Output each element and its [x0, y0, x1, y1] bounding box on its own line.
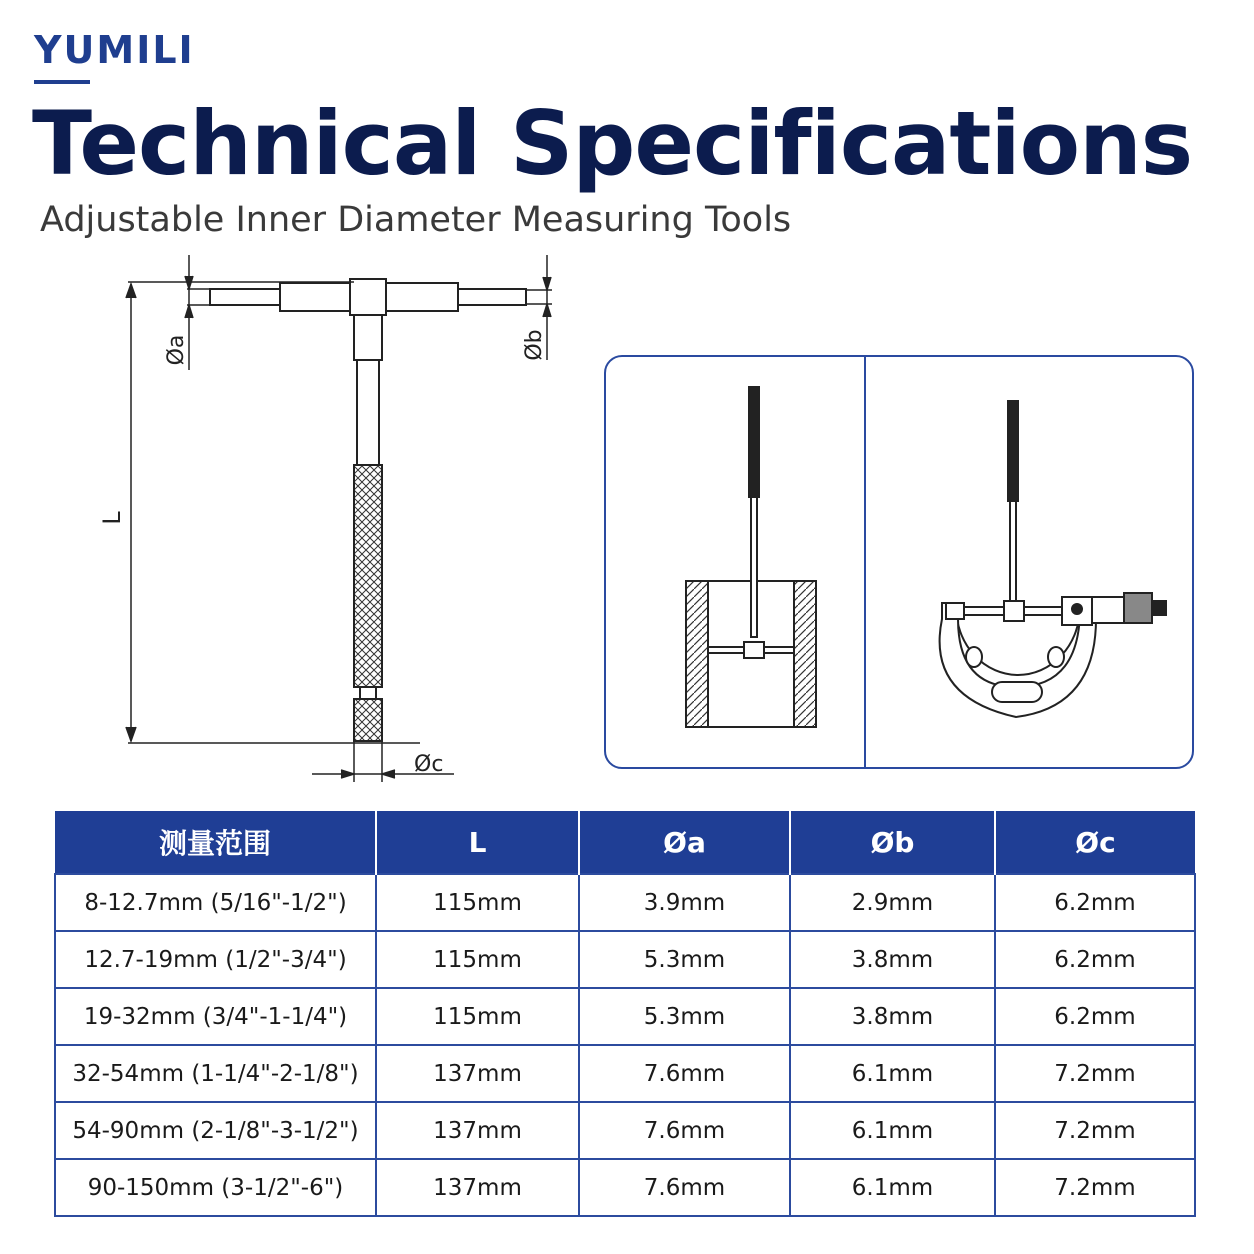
cell-length: 115mm: [376, 931, 579, 988]
diameter-a-label: Øa: [164, 334, 189, 366]
cell-diameter-b: 3.8mm: [790, 988, 995, 1045]
table-row: [55, 874, 1195, 931]
cell-range: 8-12.7mm (5/16"-1/2"): [55, 874, 376, 931]
brand-underline: [34, 80, 90, 84]
diameter-b-label: Øb: [522, 329, 547, 361]
table-row: [55, 931, 1195, 988]
cell-diameter-c: 7.2mm: [995, 1045, 1195, 1102]
cell-range: 12.7-19mm (1/2"-3/4"): [55, 931, 376, 988]
cell-diameter-b: 2.9mm: [790, 874, 995, 931]
cell-diameter-c: 6.2mm: [995, 988, 1195, 1045]
table-header-row: [55, 811, 1195, 874]
column-header-range: 测量范围: [55, 811, 376, 874]
cell-diameter-a: 7.6mm: [579, 1045, 790, 1102]
cell-diameter-a: 3.9mm: [579, 874, 790, 931]
cell-diameter-b: 6.1mm: [790, 1102, 995, 1159]
cell-range: 19-32mm (3/4"-1-1/4"): [55, 988, 376, 1045]
cell-length: 137mm: [376, 1159, 579, 1216]
table-row: [55, 1159, 1195, 1216]
cell-range: 90-150mm (3-1/2"-6"): [55, 1159, 376, 1216]
specification-table: [54, 811, 1196, 1217]
micrometer-measurement-illustration: [866, 357, 1192, 767]
page-subtitle: Adjustable Inner Diameter Measuring Tools: [40, 200, 792, 240]
brand-logo: YUMILI: [34, 28, 195, 72]
dimension-diagram: [90, 250, 570, 790]
table-row: [55, 1102, 1195, 1159]
table-row: [55, 1045, 1195, 1102]
cell-diameter-a: 7.6mm: [579, 1159, 790, 1216]
cell-range: 54-90mm (2-1/8"-3-1/2"): [55, 1102, 376, 1159]
table-row: [55, 988, 1195, 1045]
cell-diameter-b: 3.8mm: [790, 931, 995, 988]
cell-diameter-c: 7.2mm: [995, 1102, 1195, 1159]
column-header-diameter-b: Øb: [790, 811, 995, 874]
cell-diameter-a: 5.3mm: [579, 931, 790, 988]
diameter-c-label: Øc: [414, 752, 444, 777]
cell-diameter-c: 6.2mm: [995, 874, 1195, 931]
cell-length: 137mm: [376, 1102, 579, 1159]
cell-diameter-b: 6.1mm: [790, 1159, 995, 1216]
column-header-diameter-a: Øa: [579, 811, 790, 874]
cell-length: 115mm: [376, 874, 579, 931]
bore-measurement-illustration: [606, 357, 864, 767]
length-label: L: [98, 511, 126, 525]
cell-length: 137mm: [376, 1045, 579, 1102]
cell-diameter-a: 7.6mm: [579, 1102, 790, 1159]
column-header-length: L: [376, 811, 579, 874]
cell-diameter-c: 7.2mm: [995, 1159, 1195, 1216]
cell-diameter-a: 5.3mm: [579, 988, 790, 1045]
usage-illustration-panel: [604, 355, 1194, 769]
cell-range: 32-54mm (1-1/4"-2-1/8"): [55, 1045, 376, 1102]
column-header-diameter-c: Øc: [995, 811, 1195, 874]
cell-length: 115mm: [376, 988, 579, 1045]
cell-diameter-c: 6.2mm: [995, 931, 1195, 988]
page-title: Technical Specifications: [32, 92, 1193, 195]
cell-diameter-b: 6.1mm: [790, 1045, 995, 1102]
